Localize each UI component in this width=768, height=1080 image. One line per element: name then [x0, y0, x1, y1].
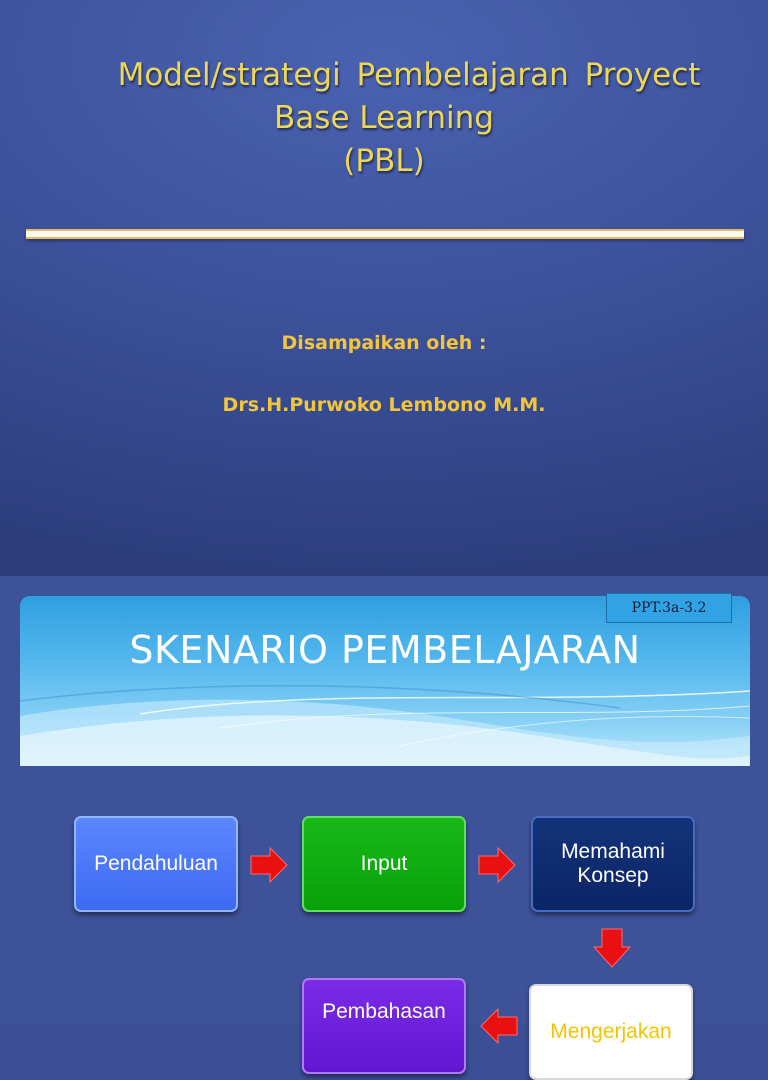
step-mengerjakan[interactable]	[529, 984, 693, 1080]
arrow-left-icon	[480, 1008, 518, 1044]
slide-title	[0, 54, 768, 183]
step-input-label: Input	[360, 852, 408, 875]
arrow-down-icon	[593, 928, 631, 968]
step-pembahasan[interactable]	[302, 978, 466, 1074]
ppt-code-badge: PPT.3a-3.2	[606, 593, 732, 623]
slide-heading: SKENARIO PEMBELAJARAN	[129, 628, 641, 672]
arrow-right-icon	[478, 847, 516, 883]
step-pendahuluan-label: Pendahuluan	[94, 852, 218, 875]
presenter-name: Drs.H.Purwoko Lembono M.M.	[222, 394, 546, 416]
title-divider	[26, 229, 744, 239]
presenter-label: Disampaikan oleh :	[281, 332, 487, 354]
step-pembahasan-label: Pembahasan	[322, 1000, 446, 1023]
step-memahami-konsep-label: Memahami Konsep	[561, 840, 665, 887]
step-memahami-konsep[interactable]	[531, 816, 695, 912]
title-line-3: (PBL)	[343, 143, 425, 179]
arrow-right-icon	[250, 847, 288, 883]
title-line-1: Model/strategi Pembelajaran Proyect	[117, 57, 701, 93]
scenario-slide	[0, 576, 768, 1043]
step-input[interactable]	[302, 816, 466, 912]
step-mengerjakan-label: Mengerjakan	[550, 1020, 672, 1043]
step-pendahuluan[interactable]	[74, 816, 238, 912]
title-line-2: Base Learning	[274, 100, 494, 136]
